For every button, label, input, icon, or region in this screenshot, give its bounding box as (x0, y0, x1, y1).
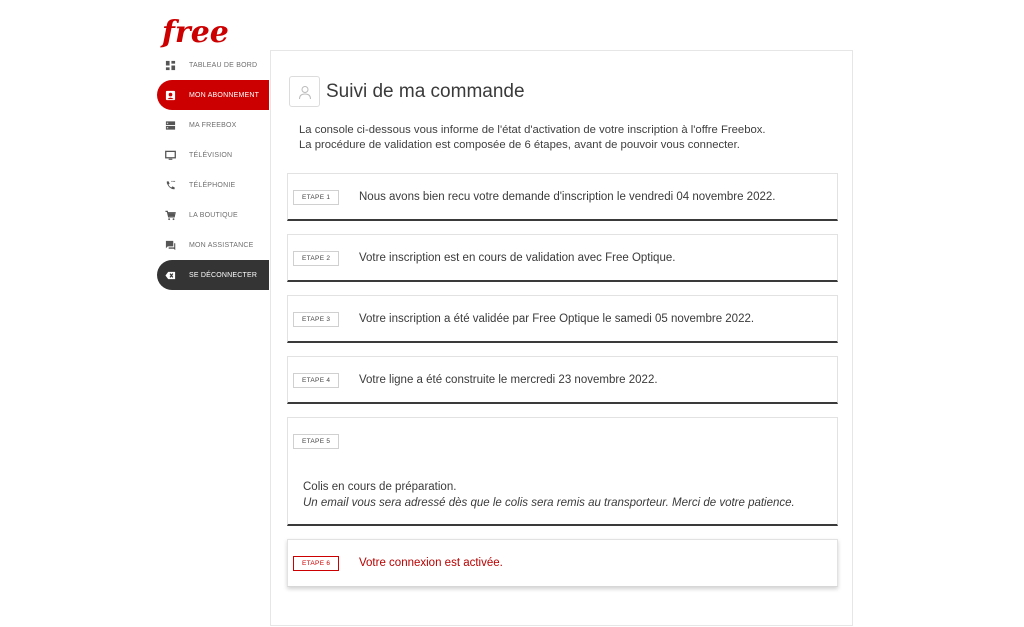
free-logo-mark (160, 16, 230, 50)
sidebar-item-label: LA BOUTIQUE (189, 211, 238, 219)
steps-list (287, 173, 838, 600)
sidebar-item-label: TÉLÉPHONIE (189, 181, 236, 189)
step-note-text: Un email vous sera adressé dès que le colis sera remis au transporteur. Merci de votre patience. (303, 496, 795, 509)
step-status-text: Colis en cours de préparation. (303, 481, 457, 493)
page-header (289, 76, 525, 107)
step-badge: ETAPE 2 (293, 251, 339, 266)
step-badge: ETAPE 6 (293, 556, 339, 571)
sidebar-item-telephony[interactable] (157, 170, 269, 200)
sidebar-item-subscription[interactable] (157, 80, 269, 110)
step-badge: ETAPE 3 (293, 312, 339, 327)
sidebar-item-assistance[interactable] (157, 230, 269, 260)
step-badge: ETAPE 1 (293, 190, 339, 205)
step-text: Votre connexion est activée. (359, 557, 503, 569)
intro-line-2: La procédure de validation est composée de 6 étapes, avant de pouvoir vous connecter. (299, 139, 740, 151)
intro-text (299, 123, 829, 153)
sidebar-item-label: SE DÉCONNECTER (189, 271, 258, 279)
step-card-5 (287, 417, 838, 526)
step-card-1 (287, 173, 838, 221)
step-text (303, 480, 795, 511)
intro-line-1: La console ci-dessous vous informe de l'état d'activation de votre inscription à l'offre Freebox. (299, 124, 766, 136)
sidebar-item-label: MON ASSISTANCE (189, 241, 254, 249)
account-icon (164, 89, 176, 101)
sidebar-item-label: TÉLÉVISION (189, 151, 233, 159)
step-text: Votre inscription est en cours de validation avec Free Optique. (359, 252, 676, 264)
free-logo[interactable] (160, 16, 230, 50)
page-title: Suivi de ma commande (326, 80, 525, 102)
chat-icon (164, 239, 176, 251)
sidebar-item-dashboard[interactable] (157, 50, 269, 80)
step-card-3 (287, 295, 838, 343)
sidebar-item-label: MA FREEBOX (189, 121, 237, 129)
cart-icon (164, 209, 176, 221)
sidebar (157, 50, 269, 290)
sidebar-item-shop[interactable] (157, 200, 269, 230)
sidebar-item-freebox[interactable] (157, 110, 269, 140)
step-text: Votre ligne a été construite le mercredi 23 novembre 2022. (359, 374, 658, 386)
sidebar-item-television[interactable] (157, 140, 269, 170)
dashboard-icon (164, 59, 176, 71)
phone-icon (164, 179, 176, 191)
logo-text: free (162, 16, 229, 50)
user-icon (289, 76, 320, 107)
step-text: Votre inscription a été validée par Free Optique le samedi 05 novembre 2022. (359, 313, 755, 325)
step-card-6 (287, 539, 838, 587)
sidebar-item-label: TABLEAU DE BORD (189, 61, 258, 69)
step-card-4 (287, 356, 838, 404)
step-badge: ETAPE 5 (293, 434, 339, 449)
order-tracking-panel (270, 50, 853, 626)
step-text: Nous avons bien recu votre demande d'inscription le vendredi 04 novembre 2022. (359, 191, 776, 203)
freebox-icon (164, 119, 176, 131)
step-badge: ETAPE 4 (293, 373, 339, 388)
tv-icon (164, 149, 176, 161)
sidebar-item-label: MON ABONNEMENT (189, 91, 260, 99)
step-card-2 (287, 234, 838, 282)
logout-icon (164, 269, 176, 281)
logout-button[interactable] (157, 260, 269, 290)
